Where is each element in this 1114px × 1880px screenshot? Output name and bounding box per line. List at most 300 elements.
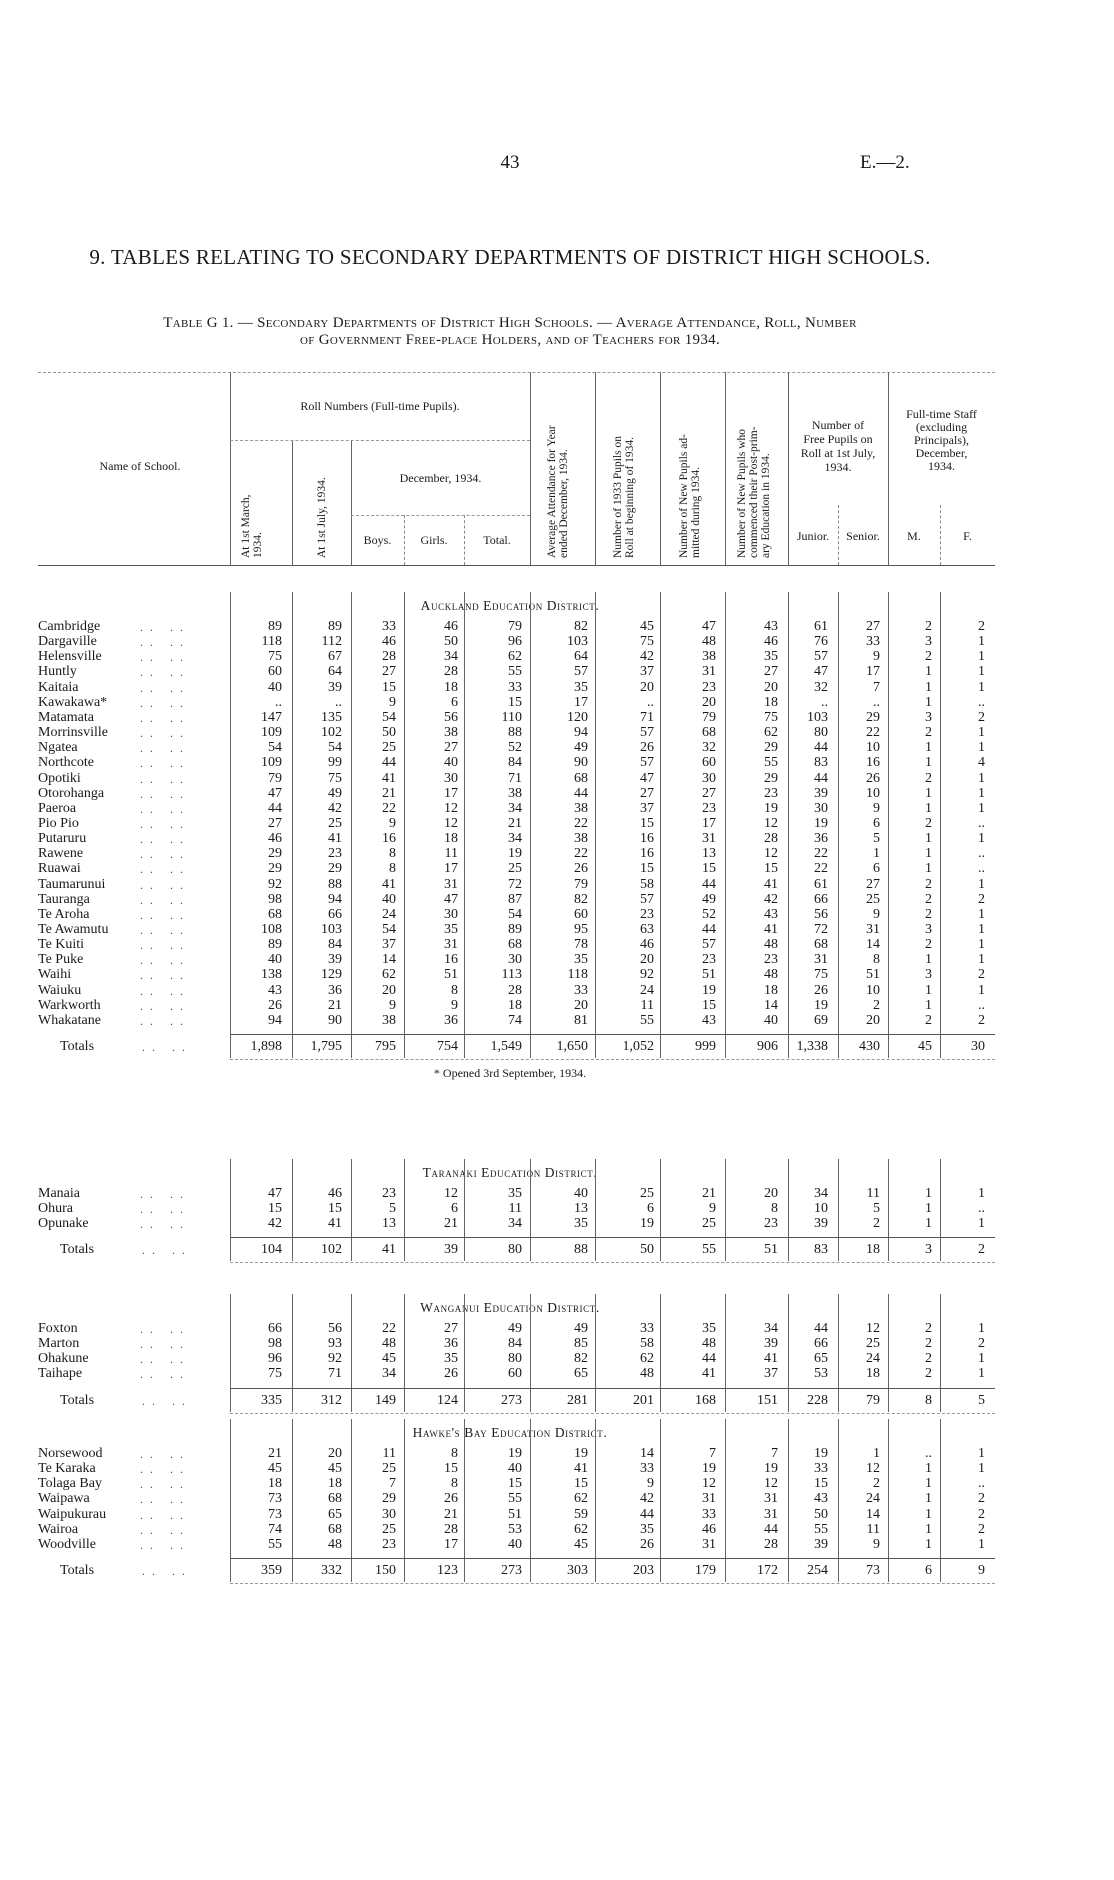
girls-cell: 12 [444,1186,458,1201]
free-junior-cell: 65 [814,1351,828,1367]
july-cell: 18 [328,1476,342,1492]
staff-m-cell: 1 [925,861,932,877]
post-primary-cell: 44 [764,1521,778,1537]
attendance-cell: 68 [574,770,588,786]
march-cell: 79 [268,770,282,786]
pupils-1933-cell: 16 [640,846,654,862]
total-cell: 74 [508,1012,522,1028]
new-pupils-cell: 51 [702,967,716,983]
staff-m-cell: 1 [925,740,932,756]
leader-dots: .. .. [140,756,190,771]
new-pupils-cell: 12 [702,1476,716,1492]
free-senior-cell: 25 [866,1336,880,1352]
staff-m-cell: 2 [925,876,932,892]
free-senior-cell: 1 [873,1446,880,1461]
pupils-1933-cell: 75 [640,634,654,650]
new-pupils-cell: 19 [702,982,716,998]
post-primary-cell: 39 [764,1336,778,1352]
staff-m-cell: 2 [925,937,932,953]
july-cell: 68 [328,1521,342,1537]
pupils-1933-cell: 14 [640,1446,654,1461]
total-cell: 84 [508,755,522,771]
post-primary-cell: 43 [764,619,778,634]
girls-cell: 27 [444,1321,458,1336]
table-row [0,1446,1000,1462]
july-cell: 135 [321,709,342,725]
staff-f-cell: 2 [978,709,985,725]
free-junior-cell: 15 [814,1476,828,1492]
staff-m-cell: 3 [925,634,932,650]
july-cell: 112 [321,634,342,650]
post-primary-cell: 51 [764,1242,778,1258]
free-senior-cell: 27 [866,876,880,892]
free-junior-cell: 30 [814,800,828,816]
staff-f-cell: .. [978,997,985,1013]
table-row [0,755,1000,771]
free-junior-cell: 22 [814,846,828,862]
free-senior-cell: 17 [866,664,880,680]
free-senior-cell: 20 [866,1012,880,1028]
attendance-cell: 35 [574,1216,588,1232]
pupils-1933-cell: 42 [640,649,654,665]
boys-cell: 54 [382,709,396,725]
attendance-cell: 95 [574,922,588,937]
free-senior-cell: 10 [866,785,880,801]
staff-f-cell: 1 [978,1186,985,1201]
table-row [0,983,1000,999]
boys-cell: 27 [382,664,396,680]
staff-m-cell: 2 [925,770,932,786]
march-cell: 27 [268,815,282,831]
post-primary-cell: 35 [764,649,778,665]
march-cell: 55 [268,1536,282,1552]
march-cell: 359 [261,1563,282,1579]
staff-m-cell: 3 [925,922,932,937]
boys-cell: 29 [382,1491,396,1507]
post-primary-cell: 20 [764,1186,778,1201]
staff-m-cell: 3 [925,709,932,725]
attendance-cell: 94 [574,725,588,741]
post-primary-cell: 906 [757,1039,778,1055]
roll-numbers-header: Roll Numbers (Full-time Pupils). [300,399,460,413]
march-cell: 44 [268,800,282,816]
staff-m-cell: 1 [925,1491,932,1507]
new-pupils-cell: 31 [702,1491,716,1507]
july-cell: 49 [328,785,342,801]
girls-cell: 46 [444,619,458,634]
attendance-cell: 281 [567,1392,588,1408]
attendance-cell: 38 [574,800,588,816]
free-senior-cell: 27 [866,619,880,634]
post-primary-cell: 18 [764,694,778,710]
pupils-1933-cell: 23 [640,906,654,922]
girls-cell: 18 [444,831,458,847]
table-row [0,1522,1000,1538]
staff-f-cell: 5 [978,1392,985,1408]
boys-cell: 41 [382,1242,396,1258]
pupils-1933-cell: 50 [640,1242,654,1258]
total-cell: 35 [508,1186,522,1201]
total-cell: 71 [508,770,522,786]
attendance-cell: 20 [574,997,588,1013]
boys-cell: 9 [389,694,396,710]
staff-f-cell: 1 [978,1351,985,1367]
pupils-1933-cell: 203 [633,1563,654,1579]
school-name: Te Puke [38,952,84,968]
july-cell: 312 [321,1392,342,1408]
leader-dots: .. .. [140,877,190,892]
march-cell: 73 [268,1491,282,1507]
section-title: Auckland Education District. [420,598,600,613]
total-cell: 40 [508,1461,522,1477]
staff-m-cell: 2 [925,1336,932,1352]
post-primary-cell: 48 [764,937,778,953]
total-cell: 15 [508,1476,522,1492]
staff-f-cell: 1 [978,1461,985,1477]
staff-f-cell: 30 [971,1039,985,1055]
attendance-cell: 64 [574,649,588,665]
attendance-cell: 103 [567,634,588,650]
staff-f-cell: 1 [978,1366,985,1382]
school-name: Warkworth [38,997,101,1013]
attendance-cell: 19 [574,1446,588,1461]
girls-cell: 17 [444,861,458,877]
girls-cell: 26 [444,1491,458,1507]
new-pupils-cell: 48 [702,634,716,650]
free-junior-cell: 66 [814,1336,828,1352]
post-primary-cell: 31 [764,1506,778,1522]
new-pupils-cell: 999 [695,1039,716,1055]
new-pupils-cell: 32 [702,740,716,756]
table-row [0,1537,1000,1553]
free-senior-cell: 73 [866,1563,880,1579]
staff-f-cell: 1 [978,634,985,650]
staff-m-cell: 2 [925,725,932,741]
free-senior-cell: 9 [873,800,880,816]
pupils-1933-cell: 1,052 [622,1039,654,1055]
school-name: Manaia [38,1186,80,1201]
staff-m-cell: 3 [925,1242,932,1258]
new-pupils-cell: 79 [702,709,716,725]
july-cell: 54 [328,740,342,756]
caption-line-2: of Government Free-place Holders, and of Teachers for 1934. [299,332,720,348]
table-row [0,664,1000,680]
free-junior-cell: 39 [814,1216,828,1232]
staff-f-cell: 1 [978,770,985,786]
school-name: Huntly [38,664,77,680]
pupils-1933-cell: 15 [640,861,654,877]
leader-dots: .. .. [140,801,190,816]
new-pupils-cell: 47 [702,619,716,634]
leader-dots: .. .. [140,1322,190,1336]
table-row [0,1476,1000,1492]
pupils-1933-cell: 92 [640,967,654,983]
staff-f-cell: .. [978,1201,985,1217]
post-primary-cell: 62 [764,725,778,741]
boys-cell: 7 [389,1476,396,1492]
march-cell: 54 [268,740,282,756]
table-row [0,937,1000,953]
march-cell: 47 [268,785,282,801]
staff-f-cell: .. [978,815,985,831]
table-row [0,877,1000,893]
free-junior-cell: 34 [814,1186,828,1201]
free-senior-cell: 18 [866,1242,880,1258]
post-primary-cell: 19 [764,800,778,816]
march-cell: 104 [261,1242,282,1258]
staff-m-cell: 45 [918,1039,932,1055]
post-primary-cell: 75 [764,709,778,725]
march-cell: 109 [261,755,282,771]
post-primary-header: Number of New Pupils who commenced their Post-prim- ary Education in 1934. [736,426,772,558]
staff-f-cell: 1 [978,649,985,665]
totals-row [0,1393,1000,1409]
free-senior-cell: 16 [866,755,880,771]
staff-f-cell: 1 [978,922,985,937]
table-row [0,1201,1000,1217]
pupils-1933-cell: 42 [640,1491,654,1507]
free-senior-cell: 22 [866,725,880,741]
girls-cell: 39 [444,1242,458,1258]
attendance-cell: 82 [574,619,588,634]
free-junior-cell: 61 [814,619,828,634]
girls-cell: 12 [444,815,458,831]
leader-dots: .. .. [140,650,190,665]
staff-m-cell: 8 [925,1392,932,1408]
staff-f-cell: 2 [978,1242,985,1258]
march-cell: 60 [268,664,282,680]
july-cell: 75 [328,770,342,786]
school-name: Waihi [38,967,72,983]
pupils-1933-cell: 37 [640,664,654,680]
school-name: Ohura [38,1201,73,1217]
boys-cell: 150 [375,1563,396,1579]
attendance-cell: 41 [574,1461,588,1477]
staff-m-cell: 1 [925,1521,932,1537]
free-junior-cell: 32 [814,679,828,695]
table-row [0,1216,1000,1232]
staff-m-cell: 2 [925,1012,932,1028]
march-cell: 21 [268,1446,282,1461]
march-cell: 45 [268,1461,282,1477]
free-junior-cell: 19 [814,815,828,831]
school-name: Waipawa [38,1491,90,1507]
free-senior-cell: 5 [873,1201,880,1217]
post-primary-cell: 172 [757,1563,778,1579]
july-cell: 20 [328,1446,342,1461]
girls-cell: 16 [444,952,458,968]
boys-cell: 21 [382,785,396,801]
table-caption [40,315,980,349]
free-senior-cell: 79 [866,1392,880,1408]
attendance-cell: 303 [567,1563,588,1579]
pupils-1933-cell: 27 [640,785,654,801]
staff-m-cell: 1 [925,1506,932,1522]
july-cell: 48 [328,1536,342,1552]
girls-cell: 28 [444,1521,458,1537]
boys-cell: 8 [389,861,396,877]
leader-dots: .. .. [140,953,190,968]
girls-cell: 28 [444,664,458,680]
boys-cell: 45 [382,1351,396,1367]
girls-cell: 30 [444,906,458,922]
july-cell: 25 [328,815,342,831]
post-primary-cell: 23 [764,1216,778,1232]
total-cell: 54 [508,906,522,922]
girls-cell: 6 [451,1201,458,1217]
march-cell: 1,898 [250,1039,282,1055]
pupils-1933-cell: 9 [647,1476,654,1492]
july-cell: 99 [328,755,342,771]
leader-dots: .. .. [140,1522,190,1537]
march-cell: 26 [268,997,282,1013]
attendance-cell: 78 [574,937,588,953]
leader-dots: .. .. [140,1477,190,1492]
total-cell: 88 [508,725,522,741]
table-row [0,816,1000,832]
free-senior-cell: 2 [873,997,880,1013]
free-senior-cell: 6 [873,861,880,877]
staff-f-cell: 1 [978,740,985,756]
total-cell: 15 [508,694,522,710]
july-cell: 67 [328,649,342,665]
leader-dots: .. .. [140,847,190,862]
girls-cell: 15 [444,1461,458,1477]
average-attendance-header: Average Attendance for Year ended December, 1934. [546,425,570,558]
boys-cell: 23 [382,1186,396,1201]
table-row [0,695,1000,711]
post-primary-cell: 12 [764,815,778,831]
post-primary-cell: 46 [764,634,778,650]
free-senior-cell: 5 [873,831,880,847]
table-row [0,680,1000,696]
free-senior-cell: 1 [873,846,880,862]
leader-dots: .. .. [142,1243,192,1258]
boys-cell: 20 [382,982,396,998]
total-cell: 80 [508,1242,522,1258]
girls-cell: 27 [444,740,458,756]
pupils-1933-cell: 57 [640,755,654,771]
leader-dots: .. .. [140,862,190,877]
girls-cell: 18 [444,679,458,695]
leader-dots: .. .. [140,1537,190,1552]
total-cell: 19 [508,846,522,862]
staff-m-cell: 1 [925,785,932,801]
girls-cell: 34 [444,649,458,665]
at-1st-july-header: At 1st July, 1934. [316,477,328,558]
leader-dots: .. .. [142,1040,192,1055]
leader-dots: .. .. [140,620,190,634]
free-junior-cell: 61 [814,876,828,892]
pupils-1933-cell: 20 [640,952,654,968]
free-junior-cell: 56 [814,906,828,922]
post-primary-cell: 43 [764,906,778,922]
july-cell: 103 [321,922,342,937]
july-cell: 88 [328,876,342,892]
leader-dots: .. .. [142,1564,192,1579]
girls-cell: 36 [444,1012,458,1028]
march-cell: 98 [268,1336,282,1352]
post-primary-cell: 20 [764,679,778,695]
new-pupils-cell: 33 [702,1506,716,1522]
pupils-1933-cell: 33 [640,1321,654,1336]
totals-row [0,1563,1000,1579]
leader-dots: .. .. [140,968,190,983]
new-pupils-cell: 57 [702,937,716,953]
free-junior-cell: 31 [814,952,828,968]
pupils-1933-cell: 201 [633,1392,654,1408]
staff-f-header: F. [963,529,972,543]
boys-cell: 22 [382,1321,396,1336]
school-name: Ohakune [38,1351,89,1367]
school-name: Dargaville [38,634,97,650]
school-name: Opunake [38,1216,89,1232]
boys-cell: 41 [382,770,396,786]
staff-m-cell: 1 [925,679,932,695]
boys-cell: 46 [382,634,396,650]
school-name: Te Awamutu [38,922,109,937]
july-cell: 65 [328,1506,342,1522]
free-senior-cell: 10 [866,740,880,756]
post-primary-cell: 29 [764,740,778,756]
attendance-cell: 22 [574,846,588,862]
free-junior-cell: 22 [814,861,828,877]
new-pupils-cell: 23 [702,679,716,695]
staff-f-cell: 2 [978,891,985,907]
school-name: Northcote [38,755,94,771]
post-primary-cell: 23 [764,952,778,968]
staff-f-cell: 1 [978,1446,985,1461]
staff-f-cell: 1 [978,785,985,801]
girls-cell: 26 [444,1366,458,1382]
pupils-1933-cell: .. [647,694,654,710]
leader-dots: .. .. [140,1507,190,1522]
table-row [0,1507,1000,1523]
free-senior-cell: 24 [866,1491,880,1507]
boys-cell: 38 [382,1012,396,1028]
boys-cell: 24 [382,906,396,922]
boys-cell: 149 [375,1392,396,1408]
boys-cell: 50 [382,725,396,741]
march-cell: 43 [268,982,282,998]
july-cell: 84 [328,937,342,953]
total-cell: 34 [508,800,522,816]
staff-f-cell: 1 [978,906,985,922]
attendance-cell: 82 [574,1351,588,1367]
staff-f-cell: 1 [978,982,985,998]
total-cell: 96 [508,634,522,650]
staff-m-cell: 1 [925,846,932,862]
staff-m-cell: 2 [925,1321,932,1336]
school-name: Matamata [38,709,94,725]
girls-cell: 51 [444,967,458,983]
leader-dots: .. .. [140,635,190,650]
staff-f-cell: 1 [978,725,985,741]
total-cell: 62 [508,649,522,665]
free-junior-cell: 36 [814,831,828,847]
pupils-1933-cell: 71 [640,709,654,725]
free-junior-cell: 19 [814,1446,828,1461]
free-senior-cell: 2 [873,1216,880,1232]
attendance-cell: 62 [574,1491,588,1507]
boys-cell: 25 [382,1461,396,1477]
new-pupils-cell: 23 [702,952,716,968]
free-junior-cell: 69 [814,1012,828,1028]
march-cell: 138 [261,967,282,983]
staff-f-cell: 2 [978,1491,985,1507]
free-senior-cell: 14 [866,937,880,953]
total-cell: 79 [508,619,522,634]
